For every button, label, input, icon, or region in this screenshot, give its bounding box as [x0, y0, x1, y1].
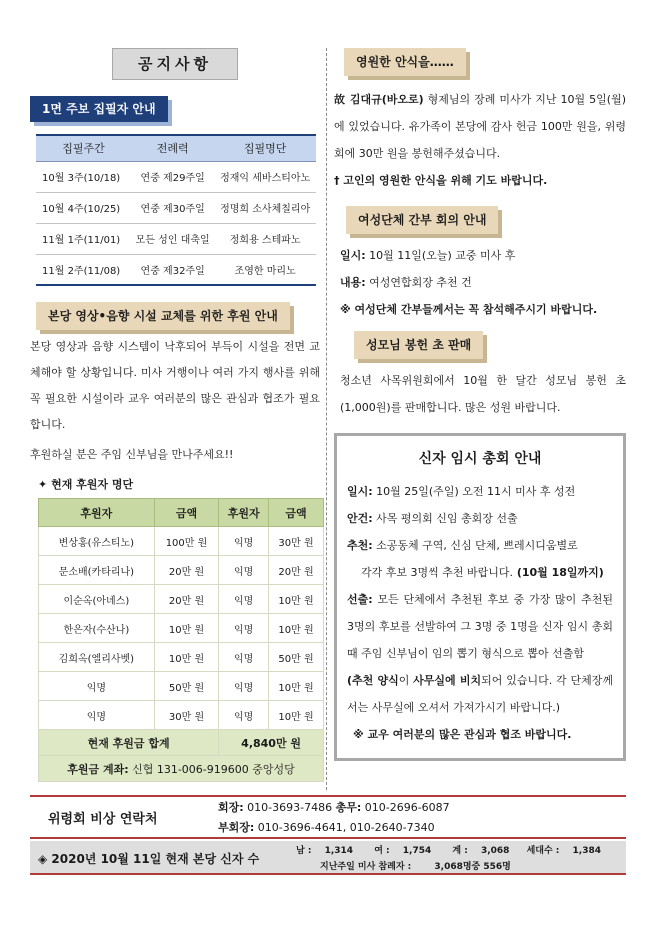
donor-list-label: 현재 후원자 명단 [51, 478, 134, 491]
assembly-recommend-deadline: (10월 18일까지) [513, 566, 604, 579]
writers-col-writer: 집필명단 [214, 135, 316, 161]
assembly-form-bold: (추천 양식 [347, 674, 399, 687]
assembly-election-line [347, 586, 613, 667]
table-row [39, 527, 324, 556]
assembly-agenda-line [347, 505, 613, 532]
women-date-label: 일시: [340, 249, 366, 262]
rest-prayer: † 고인의 영원한 안식을 위해 기도 바랍니다. [334, 174, 548, 187]
attendance-line [320, 859, 511, 872]
donor-amount: 10만 원 [154, 643, 218, 672]
writers-liturgy: 연중 제32주일 [131, 254, 214, 285]
writers-name: 정명희 소사체칠리아 [214, 192, 316, 223]
vice-line [218, 819, 435, 835]
female-label: 여 : [374, 846, 390, 856]
donation-text-2: 후원하실 분은 주임 신부님을 만나주세요!! [30, 448, 234, 461]
donor-name: 익명 [219, 701, 269, 730]
table-row [36, 192, 316, 223]
women-header: 여성단체 간부 회의 안내 [346, 206, 498, 234]
donor-name: 익명 [39, 672, 155, 701]
table-row [36, 254, 316, 285]
assembly-title: 신자 임시 총회 안내 [418, 451, 542, 467]
donor-col-name: 후원자 [219, 499, 269, 527]
star-icon: ✦ [38, 478, 48, 491]
secretary-label: 총무: [335, 801, 362, 814]
assembly-closing: ※ 교우 여러분의 많은 관심과 협조 바랍니다. [353, 728, 572, 741]
donor-name: 문소배(카타리나) [39, 556, 155, 585]
donor-amount: 10만 원 [269, 701, 324, 730]
donor-name: 이순옥(아녜스) [39, 585, 155, 614]
donor-amount: 50만 원 [269, 643, 324, 672]
donor-name: 익명 [219, 672, 269, 701]
table-row [39, 672, 324, 701]
donor-col-amount: 금액 [269, 499, 324, 527]
women-content-line [340, 269, 626, 296]
women-date: 10월 11일(오늘) 교중 미사 후 [365, 249, 516, 262]
donor-name: 변상홍(유스티노) [39, 527, 155, 556]
donor-amount: 100만 원 [154, 527, 218, 556]
women-content-label: 내용: [340, 276, 366, 289]
writers-col-week: 집필주간 [36, 135, 131, 161]
assembly-recommend-line-2 [347, 559, 613, 586]
president-line [218, 799, 450, 815]
donor-total-value: 4,840만 원 [219, 730, 324, 756]
assembly-recommend-label: 추천: [347, 539, 373, 552]
male-value: 1,314 [324, 846, 354, 856]
table-row [39, 614, 324, 643]
writers-header: 1면 주보 집필자 안내 [30, 96, 168, 122]
assembly-election-label: 선출: [347, 593, 373, 606]
assembly-agenda: 사목 평의회 신임 총회장 선출 [372, 512, 518, 525]
writers-liturgy: 모든 성인 대축일 [131, 223, 214, 254]
assembly-agenda-label: 안건: [347, 512, 373, 525]
donor-total-row [39, 730, 324, 756]
vice-label: 부회장: [218, 821, 255, 834]
assembly-recommend-2: 각각 후보 3명씩 추천 바랍니다. [361, 566, 513, 579]
writers-name: 정희용 스테파노 [214, 223, 316, 254]
emergency-title: 위령회 비상 연락처 [48, 812, 158, 827]
assembly-recommend: 소공동체 구역, 신심 단체, 쁘레시디움별로 [372, 539, 578, 552]
donor-table [38, 498, 324, 782]
donor-name: 익명 [219, 643, 269, 672]
writers-col-liturgy: 전례력 [131, 135, 214, 161]
writers-week: 11월 2주(11/08) [36, 254, 131, 285]
assembly-form-mid: 이 [398, 674, 414, 687]
parish-stats-bar [30, 841, 626, 875]
donor-amount: 50만 원 [154, 672, 218, 701]
vice-phone: 010-3696-4641, 010-2640-7340 [254, 821, 435, 834]
donor-name: 익명 [219, 585, 269, 614]
donor-amount: 30만 원 [154, 701, 218, 730]
donor-amount: 10만 원 [154, 614, 218, 643]
donor-amount: 10만 원 [269, 585, 324, 614]
table-row [39, 556, 324, 585]
president-phone: 010-3693-7486 [243, 801, 336, 814]
table-row [39, 643, 324, 672]
donation-text: 본당 영상과 음향 시스템이 낙후되어 부득이 시설을 전면 교체해야 할 상황입니다. 미사 거행이나 여러 가지 행사를 위해 꼭 필요한 시설이라 교우 여러분의 많은 관심과 협조가 필요합니다. [30, 340, 320, 431]
assembly-date: 10월 25일(주일) 오전 11시 미사 후 성전 [372, 485, 576, 498]
household-label: 세대수 : [526, 846, 560, 856]
assembly-form-note [347, 667, 613, 721]
donor-name: 익명 [219, 527, 269, 556]
attendance-label: 지난주일 미사 참례자 : [320, 862, 412, 872]
women-block [340, 242, 626, 323]
rest-name: 故 김대규(바오로) [334, 93, 424, 106]
donor-account-label: 후원금 계좌: [67, 762, 129, 776]
table-row [36, 161, 316, 192]
donor-account-value: 신협 131-006-919600 중앙성당 [132, 762, 295, 776]
president-label: 회장: [218, 801, 244, 814]
table-row [39, 701, 324, 730]
donor-amount: 20만 원 [154, 585, 218, 614]
writers-name: 조영한 마리노 [214, 254, 316, 285]
writers-table [36, 134, 316, 286]
assembly-date-label: 일시: [347, 485, 373, 498]
candle-header: 성모님 봉헌 초 판매 [354, 331, 483, 359]
donation-header: 본당 영상•음향 시설 교체를 위한 후원 안내 [36, 302, 290, 330]
column-divider [326, 48, 327, 790]
writers-week: 10월 4주(10/25) [36, 192, 131, 223]
left-column [30, 48, 320, 782]
rest-block [334, 86, 626, 194]
notice-title: 공지사항 [112, 48, 238, 80]
donor-list-title [38, 476, 320, 492]
donor-name: 익명 [39, 701, 155, 730]
assembly-form-bold-2: 사무실에 비치 [413, 674, 482, 687]
donor-amount: 20만 원 [269, 556, 324, 585]
table-row [39, 585, 324, 614]
stats-counts [296, 843, 601, 856]
writers-liturgy: 연중 제30주일 [131, 192, 214, 223]
writers-liturgy: 연중 제29주일 [131, 161, 214, 192]
male-label: 남 : [296, 846, 312, 856]
writers-week: 10월 3주(10/18) [36, 161, 131, 192]
emergency-contact-bar [30, 795, 626, 839]
donor-name: 익명 [219, 556, 269, 585]
writers-week: 11월 1주(11/01) [36, 223, 131, 254]
donor-account-cell [39, 756, 324, 782]
attendance-value: 3,068명중 556명 [434, 862, 511, 872]
assembly-election: 모든 단체에서 추천된 후보 중 가장 많이 추천된 3명의 후보를 선발하여 그 3명 중 1명을 신자 임시 총회 때 주임 신부님이 임의 뽑기 형식으로 뽑아 선출함 [347, 593, 613, 660]
stats-title: ◈ 2020년 10월 11일 현재 본당 신자 수 [38, 852, 260, 866]
assembly-form-rest: 되어 있습니다. 각 단체장께서는 사무실에 오셔서 가져가시기 바랍니다.) [347, 674, 613, 714]
writers-name: 정재익 세바스티아노 [214, 161, 316, 192]
donor-amount: 20만 원 [154, 556, 218, 585]
rest-body: 형제님의 장례 미사가 지난 10월 5일(월)에 있었습니다. 유가족이 본당에 감사 헌금 100만 원을, 위령회에 30만 원을 봉헌해주셨습니다. [334, 93, 627, 160]
assembly-box [334, 433, 626, 761]
women-note: ※ 여성단체 간부들께서는 꼭 참석해주시기 바랍니다. [340, 303, 598, 316]
donor-total-label: 현재 후원금 합계 [39, 730, 219, 756]
table-row [36, 223, 316, 254]
rest-text [334, 86, 626, 167]
women-date-line [340, 242, 626, 269]
assembly-date-line [347, 478, 613, 505]
assembly-recommend-line [347, 532, 613, 559]
rest-header: 영원한 안식을…… [344, 48, 466, 76]
household-value: 1,384 [572, 846, 601, 856]
donor-account-row [39, 756, 324, 782]
candle-text: 청소년 사목위원회에서 10월 한 달간 성모님 봉헌 초(1,000원)를 판매합니다. 많은 성원 바랍니다. [340, 374, 626, 414]
donor-amount: 10만 원 [269, 614, 324, 643]
total-value: 3,068 [480, 846, 510, 856]
donor-name: 한은자(수산나) [39, 614, 155, 643]
donor-amount: 30만 원 [269, 527, 324, 556]
total-label: 계 : [452, 846, 468, 856]
donor-name: 익명 [219, 614, 269, 643]
donor-col-amount: 금액 [154, 499, 218, 527]
donor-col-name: 후원자 [39, 499, 155, 527]
donor-amount: 10만 원 [269, 672, 324, 701]
candle-block [340, 367, 626, 421]
female-value: 1,754 [402, 846, 432, 856]
women-content: 여성연합회장 추천 건 [365, 276, 472, 289]
right-column [334, 48, 626, 761]
secretary-phone: 010-2696-6087 [361, 801, 450, 814]
donor-name: 김희옥(엘리사벳) [39, 643, 155, 672]
